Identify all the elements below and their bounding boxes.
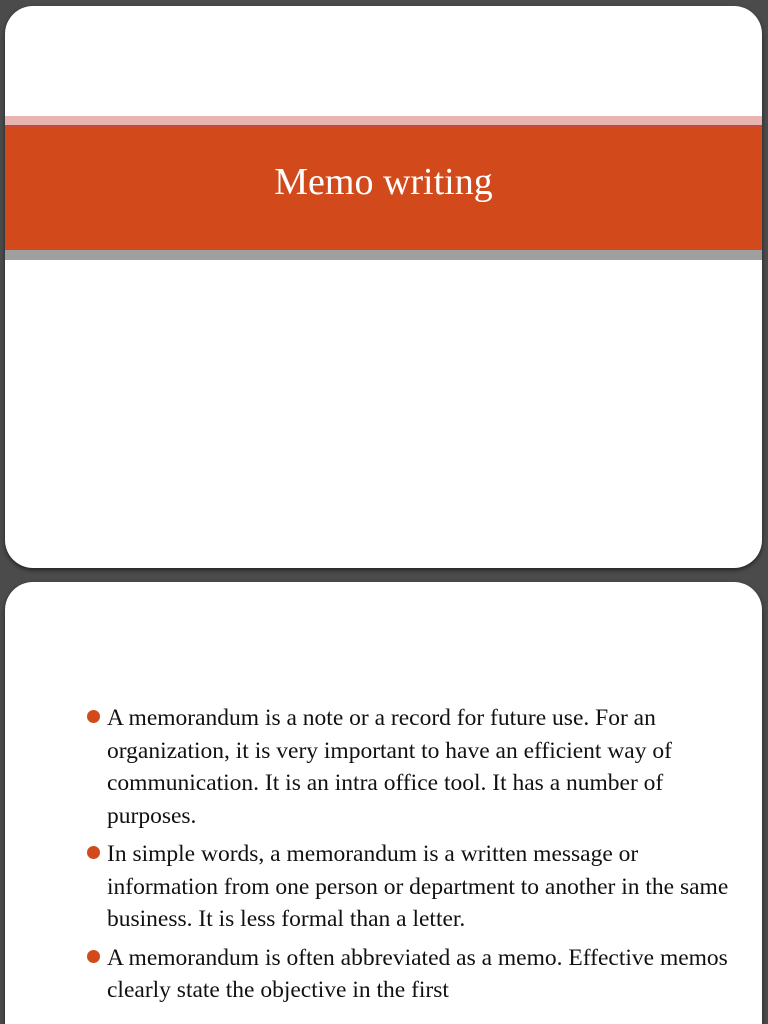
bullet-dot-icon	[87, 950, 100, 963]
slide-1	[5, 6, 762, 568]
bullet-text: A memorandum is often abbreviated as a memo. Effective memos clearly state the objective in the first	[107, 944, 728, 1003]
bullet-item	[85, 838, 732, 936]
bullet-dot-icon	[87, 710, 100, 723]
title-band	[5, 128, 762, 250]
bullet-text: A memorandum is a note or a record for future use. For an organization, it is very important to have an efficient way of communication. It is an intra office tool. It has a number of purposes.	[107, 705, 672, 829]
title-band-top-stripe	[5, 116, 762, 125]
bullet-item	[85, 942, 732, 1007]
bullet-text: In simple words, a memorandum is a written message or information from one person or department to another in the same business. It is less formal than a letter.	[107, 841, 729, 932]
bullet-list	[85, 702, 732, 1013]
title-band-shadow	[5, 250, 762, 260]
bullet-dot-icon	[87, 846, 100, 859]
slide-title: Memo writing	[274, 161, 493, 203]
bullet-item	[85, 702, 732, 832]
slide-2	[5, 582, 762, 1024]
